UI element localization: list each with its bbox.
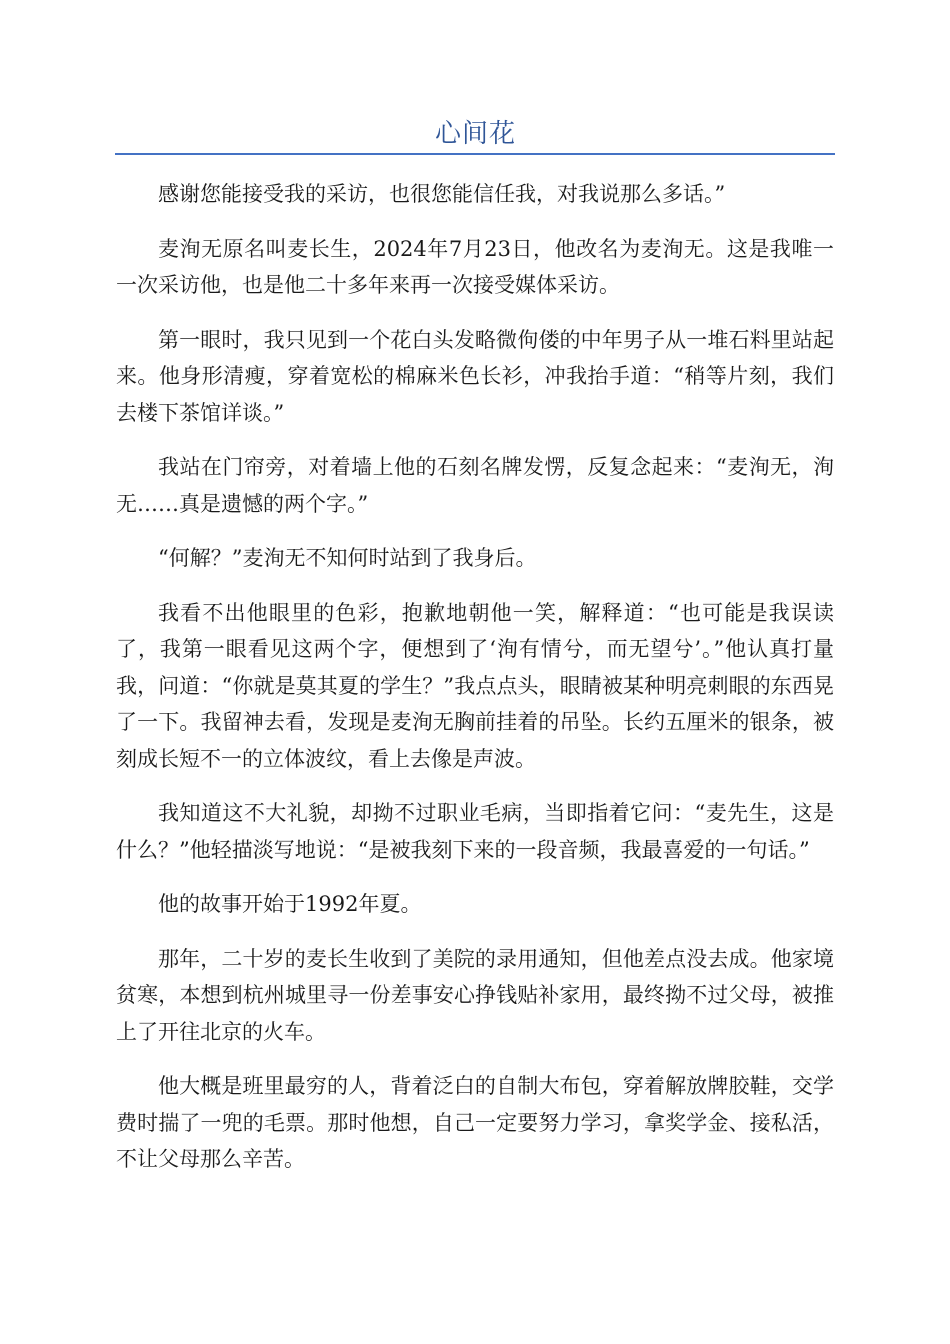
document-title: 心间花 [434, 119, 516, 149]
document-body [116, 176, 834, 1196]
paragraph: 他的故事开始于1992年夏。 [158, 892, 422, 916]
paragraph: 我站在门帘旁，对着墙上他的石刻名牌发愣，反复念起来：“麦洵无，洵无……真是遗憾的两个字。” [116, 455, 834, 516]
paragraph: 第一眼时，我只见到一个花白头发略微佝偻的中年男子从一堆石料里站起来。他身形清瘦，穿着宽松的棉麻米色长衫，冲我抬手道：“稍等片刻，我们去楼下茶馆详谈。” [116, 327, 834, 425]
paragraph: 感谢您能接受我的采访，也很您能信任我，对我说那么多话。” [158, 182, 726, 206]
paragraph: 麦洵无原名叫麦长生，2024年7月23日，他改名为麦洵无。这是我唯一一次采访他，也是他二十多年来再一次接受媒体采访。 [116, 236, 834, 297]
paragraph: 那年，二十岁的麦长生收到了美院的录用通知，但他差点没去成。他家境贫寒，本想到杭州城里寻一份差事安心挣钱贴补家用，最终拗不过父母，被推上了开往北京的火车。 [116, 946, 834, 1044]
paragraph: 我知道这不大礼貌，却拗不过职业毛病，当即指着它问：“麦先生，这是什么？”他轻描淡写地说：“是被我刻下来的一段音频，我最喜爱的一句话。” [116, 801, 834, 862]
paragraph: 我看不出他眼里的色彩，抱歉地朝他一笑，解释道：“也可能是我误读了，我第一眼看见这两个字，便想到了‘洵有情兮，而无望兮’。”他认真打量我，问道：“你就是莫其夏的学生？”我点点头，眼睛被某种明亮刺眼的东西晃了一下。我留神去看，发现是麦洵无胸前挂着的吊坠。长约五厘米的银条，被刻成长短不一的立体波纹，看上去像是声波。 [116, 600, 834, 771]
title-underline [115, 153, 835, 155]
paragraph: “何解？”麦洵无不知何时站到了我身后。 [158, 546, 537, 570]
paragraph: 他大概是班里最穷的人，背着泛白的自制大布包，穿着解放牌胶鞋，交学费时揣了一兜的毛票。那时他想，自己一定要努力学习，拿奖学金、接私活，不让父母那么辛苦。 [116, 1074, 834, 1171]
